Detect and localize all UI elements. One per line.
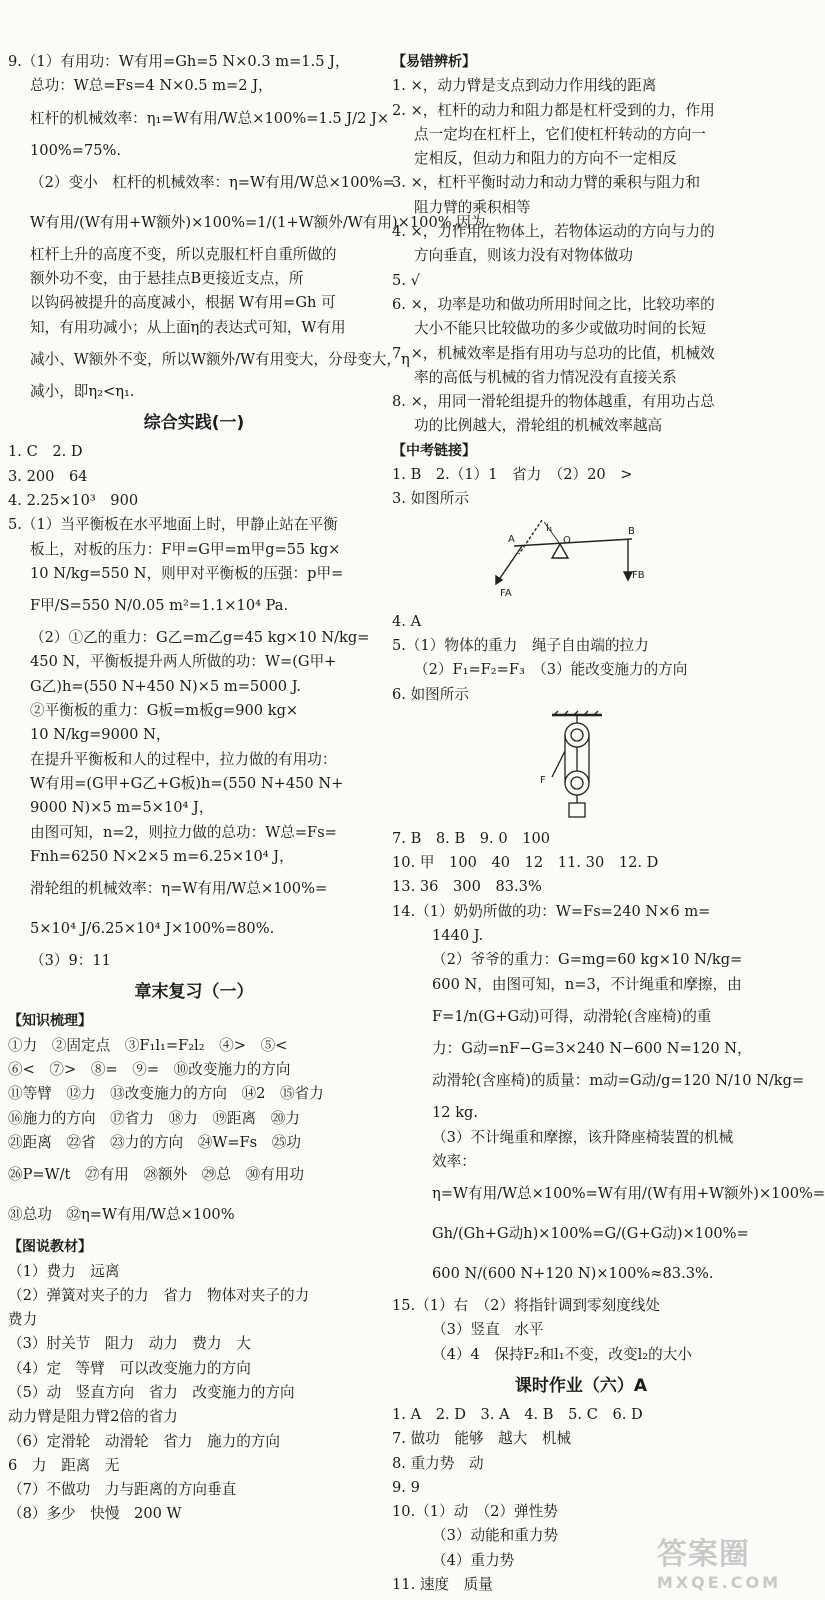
text-line: （1）费力 远离	[8, 1262, 120, 1280]
text-line: （7）不做功 力与距离的方向垂直	[8, 1481, 237, 1499]
text-line: （3）肘关节 阻力 动力 费力 大	[8, 1335, 251, 1353]
fulcrum-triangle	[552, 544, 568, 558]
text-line: 杠杆的机械效率：η₁=W有用/W总×100%=1.5 J/2 J×	[30, 109, 390, 127]
text-line: （3）9：11	[30, 952, 111, 970]
label-o: O	[563, 534, 571, 546]
text-line: 7. 做功 能够 越大 机械	[392, 1430, 572, 1448]
text-line: ⑯施力的方向 ⑰省力 ⑱力 ⑲距离 ⑳力	[8, 1109, 300, 1127]
text-line: 额外功不变，由于悬挂点B更接近支点，所	[30, 270, 304, 288]
text-line: 阻力臂的乘积相等	[414, 198, 531, 216]
force-fb-arrowhead	[624, 572, 632, 580]
text-line: 7. ×，机械效率是指有用功与总功的比值，机械效	[392, 344, 715, 362]
text-line: 在提升平衡板和人的过程中，拉力做的有用功：	[30, 750, 337, 768]
watermark-main: 答案圈	[656, 1537, 750, 1572]
text-line: 减小、W额外不变，所以W额外/W有用变大，分母变大，η	[30, 351, 410, 369]
text-line: η=W有用/W总×100%=W有用/(W有用+W额外)×100%=	[432, 1185, 825, 1203]
text-line: 1. A 2. D 3. A 4. B 5. C 6. D	[392, 1405, 643, 1423]
pulley-diagram	[392, 711, 770, 823]
text-line: 以钩码被提升的高度减小，根据 W有用=Gh 可	[30, 294, 336, 312]
text-line: 4. ×，力作用在物体上，若物体运动的方向与力的	[392, 223, 715, 241]
text-line: 5×10⁴ J/6.25×10⁴ J×100%=80%.	[30, 920, 275, 938]
movable-pulley	[565, 771, 589, 795]
text-line: 费力	[8, 1311, 38, 1329]
text-line: 15.（1）右 （2）将指针调到零刻度线处	[392, 1297, 660, 1315]
text-line: 力：G动=nF−G=3×240 N−600 N=120 N，	[432, 1039, 752, 1057]
yicuo-block	[392, 74, 770, 438]
text-line: 板上，对板的压力：F甲=G甲=m甲g=55 kg×	[30, 540, 341, 558]
text-line: ①力 ②固定点 ③F₁l₁=F₂l₂ ④> ⑤<	[8, 1036, 288, 1054]
text-line: 11. 速度 质量	[392, 1576, 493, 1594]
tushuo-block	[8, 1260, 380, 1527]
text-line: 450 N，平衡板提升两人所做的功：W=(G甲+	[30, 653, 337, 671]
text-line: 率的高低与机械的省力情况没有直接关系	[414, 368, 677, 386]
text-line: ⑪等臂 ⑫力 ⑬改变施力的方向 ⑭2 ⑮省力	[8, 1085, 324, 1103]
text-line: 9000 N)×5 m=5×10⁴ J，	[30, 799, 214, 817]
text-line: 6. ×，功率是功和做功所用时间之比，比较功率的	[392, 295, 715, 313]
text-line: 大小不能只比较做功的多少或做功时间的长短	[414, 320, 706, 338]
text-line: 1. C 2. D	[8, 443, 83, 461]
text-line: 10 N/kg=550 N，则甲对平衡板的压强：p甲=	[30, 564, 344, 582]
load-block	[569, 803, 585, 817]
text-line: G乙)h=(550 N+450 N)×5 m=5000 J.	[30, 677, 302, 695]
text-line: 1. B 2.（1）1 省力 （2）20 >	[392, 466, 633, 484]
text-line: 600 N/(600 N+120 N)×100%≈83.3%.	[432, 1265, 714, 1283]
text-line: F甲/S=550 N/0.05 m²=1.1×10⁴ Pa.	[30, 597, 289, 615]
text-line: 总功：W总=Fs=4 N×0.5 m=2 J，	[30, 77, 273, 95]
force-line-extension	[519, 520, 542, 554]
text-line: ㉖P=W/t ㉗有用 ㉘额外 ㉙总 ㉚有用功	[8, 1166, 304, 1184]
text-line: 5.（1）当平衡板在水平地面上时，甲静止站在平衡	[8, 516, 338, 534]
label-a: A	[508, 533, 515, 545]
text-line: 点一定均在杠杆上，它们使杠杆转动的方向一	[414, 125, 706, 143]
right-column	[392, 50, 825, 1597]
text-line: （4）4 保持F₂和l₁不变，改变l₂的大小	[432, 1345, 692, 1363]
text-line: 3. 200 64	[8, 467, 88, 485]
text-line: ㉛总功 ㉜η=W有用/W总×100%	[8, 1206, 235, 1224]
text-line: W有用=(G甲+G乙+G板)h=(550 N+450 N+	[30, 774, 344, 792]
text-line: 13. 36 300 83.3%	[392, 878, 542, 896]
lever-figure	[392, 516, 770, 606]
text-line: （4）重力势	[432, 1551, 515, 1569]
label-b: B	[628, 525, 635, 537]
tag-zhongkao: 【中考链接】	[392, 442, 476, 459]
label-fb: FB	[632, 569, 645, 581]
text-line: （2）变小 杠杆的机械效率：η=W有用/W总×100%=	[30, 173, 395, 191]
text-line: （2）弹簧对夹子的力 省力 物体对夹子的力	[8, 1286, 310, 1304]
text-line: （2）①乙的重力：G乙=m乙g=45 kg×10 N/kg=	[30, 629, 370, 647]
text-line: 600 N，由图可知，n=3，不计绳重和摩擦，由	[432, 975, 742, 993]
pulley-figure	[392, 711, 770, 823]
text-line: 2. ×，杠杆的动力和阻力都是杠杆受到的力，作用	[392, 101, 715, 119]
text-line: Gh/(Gh+G动h)×100%=G/(G+G动)×100%=	[432, 1225, 749, 1243]
text-line: 7. B 8. B 9. 0 100	[392, 829, 551, 847]
text-line: ②平衡板的重力：G板=m板g=900 kg×	[30, 702, 299, 720]
zonghe-block	[8, 440, 380, 973]
text-line: （6）定滑轮 动滑轮 省力 施力的方向	[8, 1432, 280, 1450]
text-line: 3. 如图所示	[392, 490, 469, 508]
label-fa: FA	[500, 587, 512, 599]
section-title-zonghe: 综合实践(一)	[143, 413, 245, 434]
text-line: 8. 重力势 动	[392, 1454, 484, 1472]
zhongkao-block	[392, 827, 825, 1367]
pull-rope	[552, 751, 565, 777]
text-line: （3）动能和重力势	[432, 1527, 559, 1545]
text-line: 动滑轮(含座椅)的质量：m动=G动/g=120 N/10 N/kg=	[432, 1072, 805, 1090]
lever-bar	[514, 539, 632, 546]
tag-tushuo: 【图说教材】	[8, 1239, 92, 1256]
tag-zhishi: 【知识梳理】	[8, 1013, 92, 1030]
text-line: 由图可知，n=2，则拉力做的总功：W总=Fs=	[30, 823, 337, 841]
section-title-zhangmo: 章末复习（一）	[134, 982, 254, 1003]
text-line: （2）F₁=F₂=F₃ （3）能改变施力的方向	[414, 661, 688, 679]
fixed-pulley-hub	[571, 729, 583, 741]
text-line: 方向垂直，则该力没有对物体做功	[414, 247, 633, 265]
text-line: F=1/n(G+G动)可得，动滑轮(含座椅)的重	[432, 1007, 712, 1025]
text-line: 1. ×，动力臂是支点到动力作用线的距离	[392, 77, 657, 95]
text-line: 5.（1）物体的重力 绳子自由端的拉力	[392, 636, 649, 654]
text-line: 100%=75%.	[30, 141, 122, 159]
text-line: W有用/(W有用+W额外)×100%=1/(1+W额外/W有用)×100%.因为	[30, 213, 486, 231]
text-line: 定相反，但动力和阻力的方向不一定相反	[414, 150, 677, 168]
text-line: 知，有用功减小；从上面η的表达式可知，W有用	[30, 318, 346, 336]
text-line: （3）竖直 水平	[432, 1321, 544, 1339]
text-line: ㉑距离 ㉒省 ㉓力的方向 ㉔W=Fs ㉕功	[8, 1133, 301, 1151]
watermark-sub: MXQE.COM	[656, 1573, 781, 1592]
text-line: 3. ×，杠杆平衡时动力和动力臂的乘积与阻力和	[392, 174, 701, 192]
text-line: 12 kg.	[432, 1104, 479, 1122]
text-line: 14.（1）奶奶所做的功：W=Fs=240 N×6 m=	[392, 902, 711, 920]
label-f: F	[540, 774, 546, 786]
text-line: 功的比例越大，滑轮组的机械效率越高	[414, 417, 663, 435]
text-line: ⑥< ⑦> ⑧= ⑨= ⑩改变施力的方向	[8, 1061, 291, 1079]
text-line: （3）不计绳重和摩擦，该升降座椅装置的机械	[432, 1128, 734, 1146]
zhishi-block	[8, 1034, 380, 1235]
text-line: Fnh=6250 N×2×5 m=6.25×10⁴ J，	[30, 847, 294, 865]
tag-yicuo: 【易错辨析】	[392, 54, 476, 70]
text-line: （5）动 竖直方向 省力 改变施力的方向	[8, 1383, 295, 1401]
text-line: 动力臂是阻力臂2倍的省力	[8, 1408, 178, 1426]
text-line: 9.（1）有用功：W有用=Gh=5 N×0.3 m=1.5 J，	[8, 53, 350, 70]
text-line: 杠杆上升的高度不变，所以克服杠杆自重所做的	[30, 245, 337, 263]
text-line: 10.（1）动 （2）弹性势	[392, 1503, 558, 1521]
fixed-pulley	[565, 723, 589, 747]
watermark-logo	[657, 1529, 781, 1592]
text-line: 1440 J.	[432, 927, 484, 945]
text-line: （8）多少 快慢 200 W	[8, 1505, 182, 1523]
text-line: 4. A	[392, 612, 422, 630]
text-line: 5. √	[392, 271, 420, 289]
text-line: 6. 如图所示	[392, 685, 469, 703]
text-line: 滑轮组的机械效率：η=W有用/W总×100%=	[30, 880, 328, 898]
text-line: （2）爷爷的重力：G=mg=60 kg×10 N/kg=	[432, 951, 743, 969]
text-line: 10. 甲 100 40 12 11. 30 12. D	[392, 854, 659, 872]
text-line: 6 力 距离 无	[8, 1456, 120, 1474]
movable-pulley-hub	[571, 777, 583, 789]
text-line: 9. 9	[392, 1478, 420, 1496]
text-line: （4）定 等臂 可以改变施力的方向	[8, 1359, 251, 1377]
text-line: 4. 2.25×10³ 900	[8, 491, 139, 509]
text-line: 8. ×，用同一滑轮组提升的物体越重，有用功占总	[392, 393, 715, 411]
section-title-keshi: 课时作业（六）A	[514, 1375, 648, 1396]
text-line: 减小，即η₂<η₁.	[30, 383, 135, 401]
text-line: 效率：	[432, 1152, 476, 1170]
text-line: 10 N/kg=9000 N，	[30, 726, 171, 744]
label-l1: l₁	[546, 522, 553, 534]
lever-diagram	[392, 516, 770, 606]
